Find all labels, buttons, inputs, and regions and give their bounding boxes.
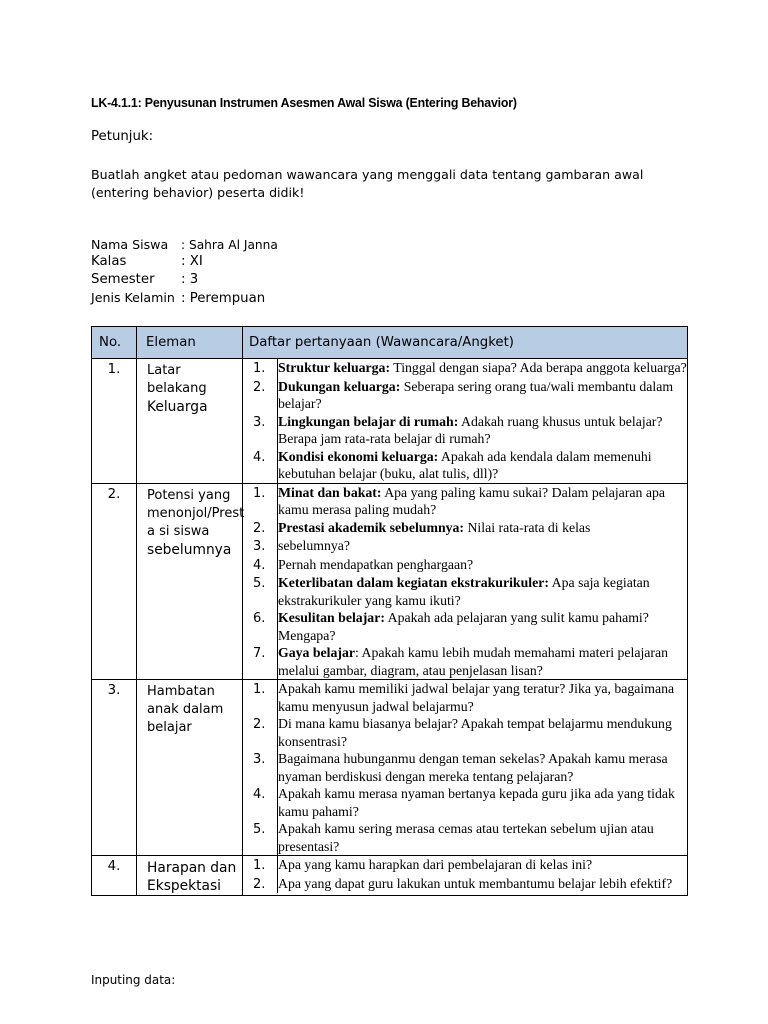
question-item — [243, 820, 687, 855]
question-text: Apakah ada kendala dalam memenuhi kebutuhan belajar (buku, alat tulis, dll)? — [278, 448, 652, 481]
question-number: 4. — [253, 787, 266, 802]
table-header-row — [92, 327, 688, 359]
questions-cell — [243, 483, 688, 680]
header-no: No. — [92, 327, 137, 359]
question-item — [243, 556, 687, 575]
question-topic: Kesulitan belajar: — [278, 610, 385, 625]
header-element: Eleman — [137, 327, 243, 359]
student-class-label: Kalas — [91, 254, 127, 269]
header-questions: Daftar pertanyaan (Wawancara/Angket) — [243, 327, 688, 359]
question-topic: Minat dan bakat: — [278, 484, 382, 500]
questions-table — [91, 326, 688, 896]
question-text: : Apakah kamu lebih mudah memahami materi pelajaran melalui gambar, diagram, atau penjelasan lisan? — [278, 645, 669, 678]
question-text: Apakah kamu merasa nyaman bertanya kepada guru jika ada yang tidak kamu pahami? — [278, 786, 675, 819]
student-name-value: : Sahra Al Janna — [181, 238, 278, 252]
question-item — [243, 413, 687, 448]
element-cell — [137, 359, 243, 484]
instruction-line-2: (entering behavior) peserta didik! — [91, 185, 305, 200]
table-row — [92, 680, 688, 856]
student-gender-label: Jenis Kelamin — [91, 290, 175, 305]
element-label-cont: Keluarga — [147, 399, 208, 415]
question-item — [243, 378, 687, 413]
question-text: Apakah kamu sering merasa cemas atau tertekan sebelum ujian atau presentasi? — [278, 821, 654, 854]
question-text: Apa yang kamu harapkan dari pembelajaran di kelas ini? — [278, 857, 593, 872]
student-class-value: : XI — [181, 254, 203, 269]
question-topic: Lingkungan belajar di rumah: — [278, 413, 459, 429]
question-number: 3. — [253, 539, 266, 554]
row-number: 1. — [92, 359, 137, 484]
student-gender-row — [91, 290, 265, 306]
question-item — [243, 484, 687, 519]
element-cell — [137, 483, 243, 680]
question-number: 3. — [253, 752, 266, 767]
instruction-heading: Petunjuk: — [91, 129, 154, 144]
question-number: 7. — [253, 646, 266, 661]
element-cell — [137, 680, 243, 856]
question-number: 4. — [253, 449, 266, 465]
instruction-text — [91, 166, 691, 202]
question-number: 3. — [253, 414, 266, 430]
question-topic: Struktur keluarga: — [278, 360, 391, 375]
question-text: Pernah mendapatkan penghargaan? — [278, 556, 474, 572]
question-item — [243, 680, 687, 715]
table-row — [92, 483, 688, 680]
footer-text: Inputing data: — [91, 972, 176, 987]
question-text: Seberapa sering orang tua/wali membantu dalam belajar? — [278, 378, 674, 411]
question-number: 5. — [253, 822, 266, 837]
question-number: 1. — [253, 682, 266, 697]
element-cell — [137, 856, 243, 896]
question-item — [243, 574, 687, 609]
element-label-cont: sebelumnya — [147, 541, 232, 558]
question-item — [243, 448, 687, 483]
student-gender-value: : Perempuan — [181, 291, 266, 306]
question-item — [243, 644, 687, 679]
question-item — [243, 359, 687, 378]
question-topic: Keterlibatan dalam kegiatan ekstrakurikuler: — [278, 575, 549, 590]
student-semester-value: : 3 — [181, 272, 199, 287]
question-text: Adakah ruang khusus untuk belajar? Berapa jam rata-rata belajar di rumah? — [278, 413, 663, 446]
question-item — [243, 519, 687, 538]
element-label: Latar belakang — [147, 363, 207, 396]
row-number: 3. — [92, 680, 137, 856]
question-text: Di mana kamu biasanya belajar? Apakah tempat belajarmu mendukung konsentrasi? — [278, 716, 672, 749]
question-text: sebelumnya? — [278, 538, 351, 553]
student-semester-label: Semester — [91, 272, 155, 287]
question-number: 4. — [253, 557, 266, 573]
question-topic: Dukungan keluarga: — [278, 378, 401, 394]
questions-cell — [243, 856, 688, 896]
question-item — [243, 875, 687, 894]
question-text: Tinggal dengan siapa? Ada berapa anggota keluarga? — [390, 360, 687, 375]
student-semester-row — [91, 272, 198, 287]
question-number: 6. — [253, 611, 266, 626]
question-number: 5. — [253, 576, 266, 591]
question-number: 2. — [253, 520, 266, 536]
question-item — [243, 750, 687, 785]
student-class-row — [91, 254, 203, 269]
student-name-row — [91, 237, 278, 252]
questions-cell — [243, 359, 688, 484]
question-item — [243, 785, 687, 820]
row-number: 4. — [92, 856, 137, 896]
questions-cell — [243, 680, 688, 856]
question-topic: Kondisi ekonomi keluarga: — [278, 448, 439, 464]
instruction-line-1: Buatlah angket atau pedoman wawancara yang menggali data tentang gambaran awal — [91, 167, 644, 182]
question-number: 2. — [253, 717, 266, 732]
question-text: Apakah ada pelajaran yang sulit kamu pahami? Mengapa? — [278, 610, 649, 643]
question-text: Apa saja kegiatan ekstrakurikuler yang kamu ikuti? — [278, 575, 650, 608]
question-item — [243, 609, 687, 644]
question-text: Apa yang dapat guru lakukan untuk membantumu belajar lebih efektif? — [278, 875, 673, 891]
question-item — [243, 715, 687, 750]
question-text: Bagaimana hubunganmu dengan teman sekelas? Apakah kamu merasa nyaman berdiskusi dengan mereka tentang pelajaran? — [278, 751, 668, 784]
question-topic: Prestasi akademik sebelumnya: — [278, 519, 465, 535]
table-row — [92, 856, 688, 896]
question-text: Apakah kamu memiliki jadwal belajar yang teratur? Jika ya, bagaimana kamu menyusun jadwal belajarmu? — [278, 681, 675, 714]
question-topic: Gaya belajar — [278, 645, 356, 660]
row-number: 2. — [92, 483, 137, 680]
question-item — [243, 537, 687, 556]
question-text: Apa yang paling kamu sukai? Dalam pelajaran apa kamu merasa paling mudah? — [278, 484, 665, 517]
question-number: 1. — [253, 858, 266, 873]
question-number: 1. — [253, 485, 266, 501]
question-number: 1. — [253, 361, 266, 376]
question-number: 2. — [253, 379, 266, 395]
element-label: Potensi yang menonjol/Prest a si siswa — [147, 487, 245, 539]
question-number: 2. — [253, 876, 266, 892]
element-label: Harapan dan Ekspektasi — [147, 860, 237, 894]
student-name-label: Nama Siswa — [91, 237, 169, 252]
question-text: Nilai rata-rata di kelas — [464, 519, 591, 535]
element-label: Hambatan anak dalam belajar — [147, 684, 224, 735]
document-title: LK-4.1.1: Penyusunan Instrumen Asesmen Awal Siswa (Entering Behavior) — [91, 95, 517, 110]
question-item — [243, 856, 687, 875]
table-row — [92, 359, 688, 484]
